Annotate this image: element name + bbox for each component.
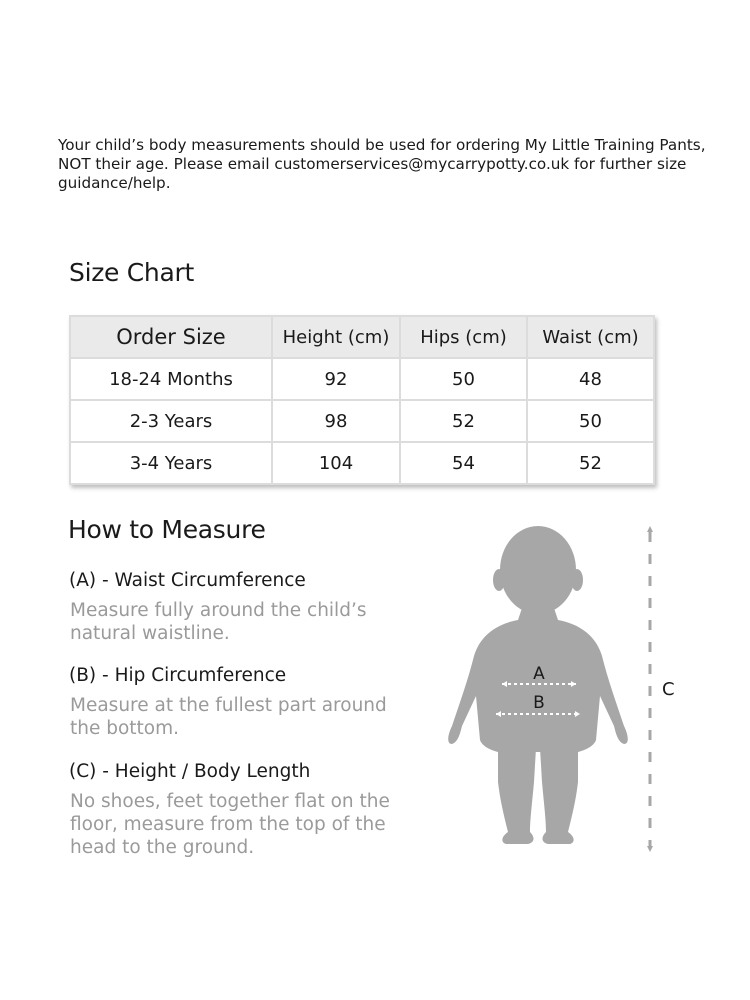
cell-height: 104	[272, 442, 400, 484]
cell-waist: 48	[527, 358, 654, 400]
waist-description: Measure fully around the child’s natural waistline.	[70, 600, 367, 644]
cell-height: 92	[272, 358, 400, 400]
hip-description: Measure at the fullest part around the bottom.	[70, 695, 387, 739]
height-description: No shoes, feet together flat on the floor, measure from the top of the head to the ground.	[70, 791, 390, 858]
cell-hips: 52	[400, 400, 527, 442]
height-heading: (C) - Height / Body Length	[69, 761, 311, 782]
header-hips: Hips (cm)	[400, 316, 527, 358]
cell-height: 98	[272, 400, 400, 442]
hip-heading: (B) - Hip Circumference	[69, 665, 287, 686]
waist-heading: (A) - Waist Circumference	[69, 570, 306, 591]
header-order-size: Order Size	[70, 316, 272, 358]
table-row	[70, 442, 654, 484]
child-measurement-diagram	[440, 520, 700, 860]
size-chart-title: Size Chart	[69, 258, 194, 287]
cell-order-size: 18-24 Months	[70, 358, 272, 400]
how-to-measure-title: How to Measure	[68, 515, 266, 544]
cell-order-size: 2-3 Years	[70, 400, 272, 442]
header-waist: Waist (cm)	[527, 316, 654, 358]
cell-order-size: 3-4 Years	[70, 442, 272, 484]
size-chart-table	[69, 315, 655, 485]
cell-hips: 54	[400, 442, 527, 484]
table-header-row	[70, 316, 654, 358]
label-c: C	[662, 679, 675, 700]
cell-hips: 50	[400, 358, 527, 400]
header-height: Height (cm)	[272, 316, 400, 358]
label-a: A	[533, 664, 545, 684]
height-measure-line	[647, 526, 653, 852]
cell-waist: 50	[527, 400, 654, 442]
table-row	[70, 358, 654, 400]
table-row	[70, 400, 654, 442]
intro-text: Your child’s body measurements should be used for ordering My Little Training Pants, NOT their age. Please email customerservices@mycarrypotty.co.uk for further size guidance/help.	[58, 136, 706, 192]
cell-waist: 52	[527, 442, 654, 484]
label-b: B	[533, 693, 545, 713]
